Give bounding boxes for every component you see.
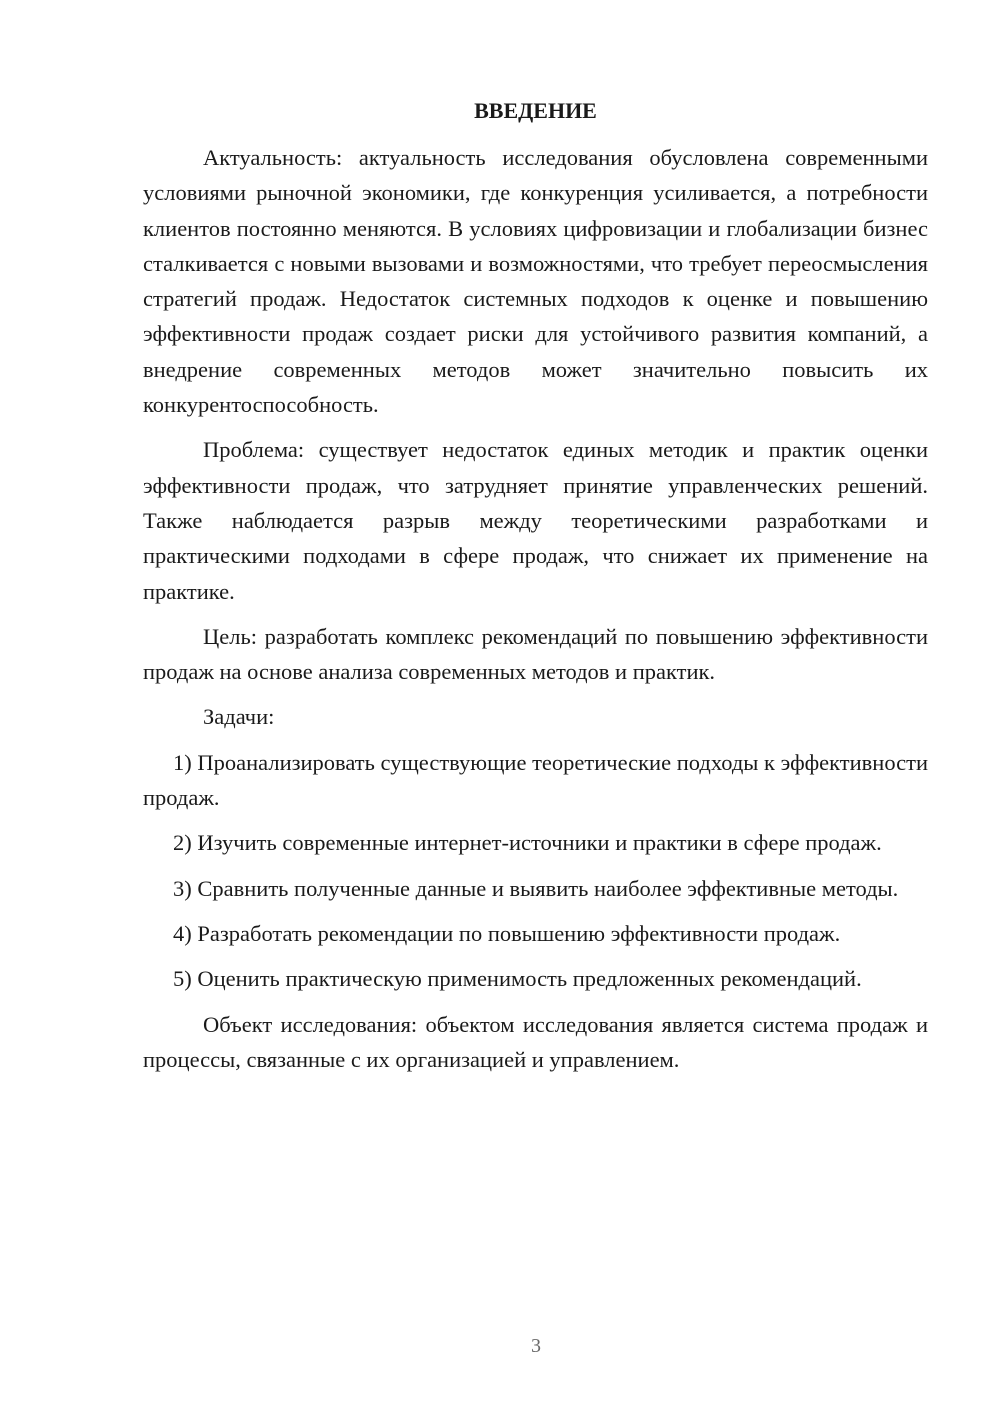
paragraph-problem: Проблема: существует недостаток единых методик и практик оценки эффективности продаж, что затрудняет принятие управленческих решений. Также наблюдается разрыв между теоретическими разработками и практическими подходами в сфере продаж, что снижает их применение на практике. [143,437,928,604]
paragraph-tasks-label: Задачи: [203,704,275,730]
document-body [143,140,928,1077]
paragraph-relevance: Актуальность: актуальность исследования обусловлена современными условиями рыночной экономики, где конкуренция усиливается, а потребности клиентов постоянно меняются. В условиях цифровизации и глобализации бизнес сталкивается с новыми вызовами и возможностями, что требует переосмысления стратегий продаж. Недостаток системных подходов к оценке и повышению эффективности продаж создает риски для устойчивого развития компаний, а внедрение современных методов может значительно повысить их конкурентоспособность. [143,145,928,418]
page-number: 3 [531,1335,541,1357]
task-item-5: 5) Оценить практическую применимость предложенных рекомендаций. [173,966,862,992]
task-item-1: 1) Проанализировать существующие теоретические подходы к эффективности продаж. [143,749,928,811]
task-item-3: 3) Сравнить полученные данные и выявить наиболее эффективные методы. [173,875,899,901]
section-heading: ВВЕДЕНИЕ [474,98,597,123]
paragraph-goal: Цель: разработать комплекс рекомендаций по повышению эффективности продаж на основе анализа современных методов и практик. [143,623,928,685]
task-item-2: 2) Изучить современные интернет-источники и практики в сфере продаж. [173,830,882,856]
task-item-4: 4) Разработать рекомендации по повышению эффективности продаж. [173,920,841,946]
paragraph-object: Объект исследования: объектом исследования является система продаж и процессы, связанные с их организацией и управлением. [143,1011,928,1072]
